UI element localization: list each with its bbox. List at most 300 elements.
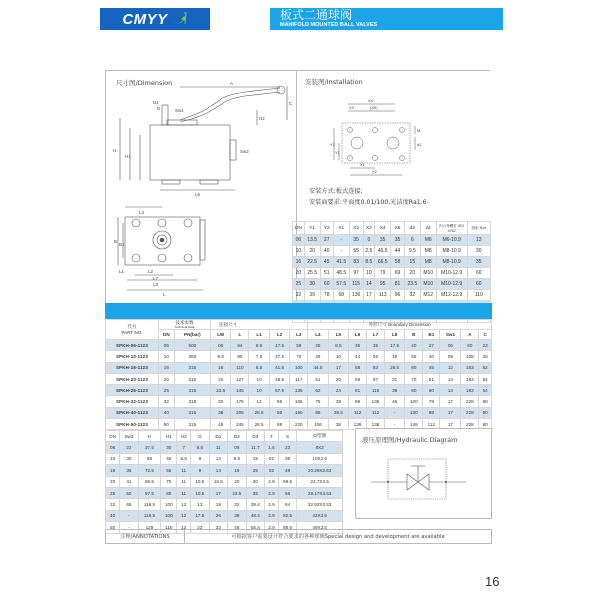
- table-cell: 41.5: [333, 257, 349, 268]
- table-cell: 115: [367, 385, 385, 396]
- table-cell: 228: [461, 419, 479, 430]
- table-cell: 136: [349, 290, 363, 301]
- table-cell: 52: [479, 362, 492, 373]
- table-cell: 106: [308, 419, 329, 430]
- table-cell: 16: [210, 362, 231, 373]
- table-cell: M6-10.9: [436, 235, 467, 246]
- brand-logo: [100, 8, 210, 30]
- table-cell: 68: [269, 419, 290, 430]
- installation-notes: [309, 186, 427, 208]
- table-cell: 80: [231, 351, 249, 362]
- table-cell: 16.5: [209, 476, 228, 487]
- table-cell: 30: [246, 476, 265, 487]
- table-cell: M10-12.9: [436, 268, 467, 279]
- table-row: [106, 385, 492, 396]
- table-cell: 19: [384, 351, 405, 362]
- table-cell: 110: [161, 522, 177, 533]
- table-cell: 9: [191, 453, 210, 464]
- table-cell: 60: [467, 279, 490, 290]
- table-row: [293, 279, 491, 290]
- svg-text:M: M: [417, 128, 421, 133]
- table-cell: M10: [420, 279, 436, 290]
- table-cell: 80: [479, 419, 492, 430]
- table-cell: 40: [106, 510, 120, 521]
- table-cell: 10: [249, 373, 270, 384]
- table-cell: 58: [391, 257, 405, 268]
- table-row: [106, 465, 343, 476]
- table-cell: 06: [293, 235, 305, 246]
- table-cell: 110: [231, 362, 249, 373]
- table-cell: 97.5: [138, 487, 161, 498]
- svg-text:L6: L6: [195, 192, 201, 197]
- part-no-en: PART NO.: [121, 330, 143, 335]
- connection-header: 连接尺寸: [210, 320, 307, 330]
- table-cell: 136: [367, 419, 385, 430]
- svg-text:L1: L1: [119, 269, 125, 274]
- table-cell: 25: [246, 465, 265, 476]
- table-cell: 145: [231, 385, 249, 396]
- table-cell: 45: [320, 257, 333, 268]
- table-cell: M12-12.9: [436, 290, 467, 301]
- table-cell: 17: [209, 487, 228, 498]
- table-cell: 35: [246, 487, 265, 498]
- col-header: O型圈: [297, 431, 343, 442]
- table-cell: 6.6: [191, 442, 210, 453]
- table-cell: 20: [228, 476, 247, 487]
- table-cell: 06: [210, 340, 231, 351]
- table-cell: 39: [304, 290, 320, 301]
- table-cell: 48.5: [333, 268, 349, 279]
- part-no-header: [106, 320, 159, 340]
- table-cell: 54: [479, 385, 492, 396]
- table-cell: 17.5: [269, 340, 290, 351]
- table-cell: 176: [231, 396, 249, 407]
- table-cell: 315: [174, 396, 210, 407]
- col-header: D: [191, 431, 210, 442]
- table-cell: 62: [308, 385, 329, 396]
- table-cell: 136: [367, 396, 385, 407]
- table-cell: 35: [375, 235, 391, 246]
- table-cell: 97: [349, 268, 363, 279]
- table-cell: 315: [174, 407, 210, 418]
- col-header: Sw1: [440, 330, 461, 340]
- hydraulic-panel: [355, 428, 492, 519]
- svg-text:L2: L2: [148, 269, 154, 274]
- table-cell: 10X2.6: [297, 453, 343, 464]
- table-cell: 12: [177, 499, 191, 510]
- col-header: S: [278, 431, 297, 442]
- table-cell: 115: [349, 279, 363, 290]
- table-cell: 69: [349, 373, 367, 384]
- tech-data-header: [159, 320, 211, 330]
- table-cell: 02: [265, 465, 279, 476]
- table-cell: 32: [106, 499, 120, 510]
- col-header: L7: [367, 330, 385, 340]
- page-title-en: MANIFOLD MOUNTED BALL VALVES: [280, 22, 378, 28]
- table-cell: 70: [290, 351, 308, 362]
- table-cell: 22: [120, 442, 138, 453]
- table-cell: 16: [106, 465, 120, 476]
- table-cell: 0: [363, 235, 375, 246]
- seal-dimension-table: [105, 430, 343, 534]
- two-way-valve-symbol-icon: [371, 454, 481, 504]
- section-band: [105, 303, 492, 319]
- table-cell: SPKH-20-1123: [106, 373, 159, 384]
- table-cell: 23: [278, 442, 297, 453]
- table-cell: 35: [349, 340, 367, 351]
- col-header: L5: [328, 330, 349, 340]
- table-cell: 60: [461, 340, 479, 351]
- part-table-body: [106, 340, 492, 430]
- svg-text:H: H: [113, 148, 117, 153]
- table-cell: 27: [423, 340, 440, 351]
- part-no-zh: 代号: [127, 324, 137, 329]
- table-cell: 8.5: [177, 453, 191, 464]
- col-header: L: [231, 330, 249, 340]
- table-cell: 180: [290, 407, 308, 418]
- table-cell: 98: [423, 407, 440, 418]
- table-cell: 48.4: [246, 510, 265, 521]
- table-cell: 20: [293, 268, 305, 279]
- table-cell: 20.29X2.62: [297, 465, 343, 476]
- table-cell: 12: [440, 362, 461, 373]
- svg-text:X4: X4: [368, 98, 373, 103]
- table-cell: -: [120, 522, 138, 533]
- table-cell: 22: [191, 522, 210, 533]
- table-cell: M6: [420, 235, 436, 246]
- table-cell: 40: [320, 246, 333, 257]
- svg-text:B: B: [114, 239, 118, 244]
- installation-drawing: [330, 98, 430, 178]
- table-cell: 8.5: [363, 257, 375, 268]
- table-cell: 27: [320, 235, 333, 246]
- table-cell: 60: [405, 362, 423, 373]
- table-cell: 58: [349, 362, 367, 373]
- table-cell: 10: [106, 453, 120, 464]
- svg-text:Y2: Y2: [330, 142, 335, 147]
- table-cell: 35: [349, 235, 363, 246]
- table-cell: 17.5: [384, 340, 405, 351]
- table-cell: 37.5: [138, 442, 161, 453]
- table-cell: 44: [349, 351, 367, 362]
- table-cell: 24: [328, 385, 349, 396]
- table-cell: 165: [290, 396, 308, 407]
- table-cell: 32: [293, 290, 305, 301]
- table-cell: 55.4: [246, 522, 265, 533]
- table-cell: 06: [106, 442, 120, 453]
- table-cell: M8-10.9: [436, 257, 467, 268]
- table-cell: 112: [423, 419, 440, 430]
- table-cell: 127: [231, 373, 249, 384]
- table-cell: -: [384, 419, 405, 430]
- table-row: [106, 453, 343, 464]
- col-header: L2: [269, 330, 290, 340]
- table-cell: SPKH-32-1123: [106, 396, 159, 407]
- table-cell: 8.5: [328, 340, 349, 351]
- svg-text:H2: H2: [259, 116, 265, 121]
- table-cell: 16: [159, 362, 175, 373]
- table-cell: 32: [228, 499, 247, 510]
- col-header: Y1: [304, 222, 320, 235]
- table-cell: 26: [209, 510, 228, 521]
- table-cell: 70: [161, 476, 177, 487]
- table-row: [293, 290, 491, 301]
- table-cell: 8X2: [297, 442, 343, 453]
- table-cell: M8: [420, 246, 436, 257]
- table-cell: 17: [440, 396, 461, 407]
- table-cell: 46: [384, 396, 405, 407]
- table-cell: 112: [349, 407, 367, 418]
- table-cell: SPKH-50-1123: [106, 419, 159, 430]
- table-cell: 38: [210, 407, 231, 418]
- table-cell: 183: [461, 385, 479, 396]
- table-cell: 13.5: [304, 235, 320, 246]
- table-row: [106, 487, 343, 498]
- table-cell: 83: [349, 257, 363, 268]
- table-cell: 10: [328, 351, 349, 362]
- table-cell: 06: [440, 340, 461, 351]
- table-cell: 44.5: [308, 362, 329, 373]
- table-cell: 30: [467, 246, 490, 257]
- part-table-column-headers: [106, 330, 492, 340]
- table-cell: 56: [269, 407, 290, 418]
- table-cell: 60: [467, 268, 490, 279]
- table-cell: 17: [363, 290, 375, 301]
- table-cell: 350: [174, 351, 210, 362]
- table-cell: 78: [320, 290, 333, 301]
- table-cell: 27.5: [269, 351, 290, 362]
- table-cell: 2.9: [265, 487, 279, 498]
- table-cell: 26.5: [384, 362, 405, 373]
- svg-text:L4: L4: [139, 210, 145, 215]
- table-cell: 30: [210, 396, 231, 407]
- table-cell: 14: [209, 465, 228, 476]
- table-cell: 20: [304, 246, 320, 257]
- table-row: [106, 499, 343, 510]
- table-cell: 48: [228, 522, 247, 533]
- table-cell: 12: [177, 522, 191, 533]
- table-cell: 28: [479, 351, 492, 362]
- table-cell: 55: [349, 246, 363, 257]
- table-cell: 39.4: [246, 499, 265, 510]
- col-header: L8: [384, 330, 405, 340]
- table-cell: 10: [363, 268, 375, 279]
- table-cell: 2.9: [265, 522, 279, 533]
- table-cell: 28.5: [249, 407, 270, 418]
- table-cell: 130: [405, 407, 423, 418]
- col-header: PN(bar): [174, 330, 210, 340]
- table-cell: 32: [159, 396, 175, 407]
- col-header: X2: [349, 222, 363, 235]
- table-cell: 35: [367, 340, 385, 351]
- table-cell: 59.5: [278, 476, 297, 487]
- svg-text:A: A: [230, 81, 234, 86]
- table-cell: 220: [290, 419, 308, 430]
- svg-text:Sw1: Sw1: [175, 108, 184, 113]
- table-cell: 117: [290, 373, 308, 384]
- page-title-zh: 板式二通球阀: [280, 8, 353, 22]
- table-cell: 57.5: [333, 279, 349, 290]
- table-cell: 28.5: [328, 407, 349, 418]
- table-cell: 135: [290, 385, 308, 396]
- table-row: [106, 340, 492, 351]
- table-row: [293, 268, 491, 279]
- table-cell: 44: [391, 246, 405, 257]
- table-cell: 13: [191, 499, 210, 510]
- table-cell: 17: [440, 419, 461, 430]
- table-cell: 83: [367, 362, 385, 373]
- svg-text:X1: X1: [360, 162, 365, 167]
- table-cell: 30: [120, 453, 138, 464]
- table-cell: 50: [120, 487, 138, 498]
- table-cell: 59: [290, 340, 308, 351]
- svg-text:d2: d2: [417, 142, 422, 147]
- svg-text:Y1: Y1: [335, 150, 340, 155]
- table-cell: 31: [384, 373, 405, 384]
- table-cell: 45: [423, 362, 440, 373]
- col-header: 扭矩 N.m: [467, 222, 490, 235]
- table-cell: 14: [209, 453, 228, 464]
- col-header: L4: [308, 330, 329, 340]
- table-cell: 51: [320, 268, 333, 279]
- col-header: D2: [228, 431, 247, 442]
- svg-text:(X5): (X5): [370, 105, 378, 110]
- svg-text:X3: X3: [349, 105, 354, 110]
- table-cell: 23.5: [404, 279, 420, 290]
- table-cell: 25: [106, 487, 120, 498]
- table-cell: 110: [467, 290, 490, 301]
- table-cell: 315: [174, 362, 210, 373]
- tech-en: Technical Data: [174, 324, 195, 329]
- col-header: L6: [349, 330, 367, 340]
- table-cell: M10: [420, 268, 436, 279]
- table-cell: 163: [461, 362, 479, 373]
- col-header: X4: [375, 222, 391, 235]
- dimension-title: 尺寸图/Dimension: [116, 79, 173, 87]
- col-header: M: [420, 222, 436, 235]
- table-cell: 30: [161, 442, 177, 453]
- table-cell: 32: [404, 290, 420, 301]
- seal-table-column-headers: [106, 431, 343, 442]
- table-row: [106, 407, 492, 418]
- table-cell: 19: [209, 499, 228, 510]
- table-cell: 11: [177, 476, 191, 487]
- table-cell: 7: [177, 442, 191, 453]
- table-cell: M10-12.9: [436, 279, 467, 290]
- col-header: H1: [161, 431, 177, 442]
- table-cell: 66.5: [375, 257, 391, 268]
- col-header: L1: [249, 330, 270, 340]
- table-cell: 16: [293, 257, 305, 268]
- table-cell: 136: [349, 419, 367, 430]
- table-cell: SPKH-16-1123: [106, 362, 159, 373]
- table-cell: 55: [367, 351, 385, 362]
- table-cell: 9.5: [210, 351, 231, 362]
- col-header: L3: [290, 330, 308, 340]
- col-header: LW: [210, 330, 231, 340]
- table-cell: 55: [161, 465, 177, 476]
- table-cell: 60: [320, 279, 333, 290]
- table-cell: 12: [249, 396, 270, 407]
- table-cell: 51: [423, 373, 440, 384]
- col-header: Y2: [320, 222, 333, 235]
- table-cell: 55: [405, 351, 423, 362]
- table-cell: 8.5: [249, 340, 270, 351]
- table-cell: 28.5: [249, 419, 270, 430]
- table-cell: 20: [210, 373, 231, 384]
- table-cell: 228: [461, 407, 479, 418]
- page-title-bar: [270, 8, 503, 30]
- table-cell: 64: [231, 340, 249, 351]
- col-header: Sw2: [120, 431, 138, 442]
- table-cell: SPKH-10-1123: [106, 351, 159, 362]
- table-cell: 23.5: [210, 385, 231, 396]
- table-cell: 14: [363, 279, 375, 290]
- table-cell: 78: [423, 396, 440, 407]
- table-cell: 40: [423, 351, 440, 362]
- table-cell: M8-10.9: [436, 246, 467, 257]
- col-header: X3: [363, 222, 375, 235]
- table-cell: 36: [120, 465, 138, 476]
- brand-name: CMYY: [122, 10, 168, 28]
- table-cell: 7.5: [249, 351, 270, 362]
- table-cell: 10.5: [191, 476, 210, 487]
- table-cell: 54: [479, 373, 492, 384]
- table-cell: 88.5: [278, 522, 297, 533]
- table-cell: 50: [106, 522, 120, 533]
- table-cell: -: [384, 407, 405, 418]
- svg-text:L3: L3: [153, 282, 159, 287]
- table-cell: 2.5: [363, 246, 375, 257]
- svg-text:L7: L7: [153, 276, 159, 281]
- table-cell: 8.5: [249, 362, 270, 373]
- table-cell: 205: [231, 407, 249, 418]
- table-cell: 113: [375, 290, 391, 301]
- table-cell: 17: [440, 407, 461, 418]
- table-cell: 48: [210, 419, 231, 430]
- table-cell: SPKH-40-1123: [106, 407, 159, 418]
- table-cell: 68: [333, 290, 349, 301]
- table-cell: 11: [177, 487, 191, 498]
- col-header: B1: [423, 330, 440, 340]
- table-cell: 69: [391, 268, 405, 279]
- table-cell: 14: [440, 373, 461, 384]
- table-cell: 100: [161, 499, 177, 510]
- table-cell: 16: [228, 465, 247, 476]
- table-cell: 95: [375, 279, 391, 290]
- table-cell: 81: [349, 385, 367, 396]
- table-cell: 60: [423, 385, 440, 396]
- page-number: 16: [485, 574, 500, 589]
- table-cell: 57.5: [269, 385, 290, 396]
- table-cell: 82.5: [278, 510, 297, 521]
- table-cell: 500: [174, 340, 210, 351]
- table-cell: 100: [290, 362, 308, 373]
- table-cell: 13: [467, 235, 490, 246]
- table-cell: 10: [249, 385, 270, 396]
- table-cell: 68: [278, 487, 297, 498]
- table-cell: 80: [405, 385, 423, 396]
- table-cell: 23: [479, 340, 492, 351]
- table-cell: 85: [308, 407, 329, 418]
- table-cell: 41.5: [269, 362, 290, 373]
- table-cell: 38: [228, 510, 247, 521]
- table-cell: 6: [404, 235, 420, 246]
- table-cell: 108: [461, 351, 479, 362]
- table-row: [106, 476, 343, 487]
- boundary-header: 外形尺寸 Boundary Dimension: [308, 320, 492, 330]
- table-cell: -: [333, 246, 349, 257]
